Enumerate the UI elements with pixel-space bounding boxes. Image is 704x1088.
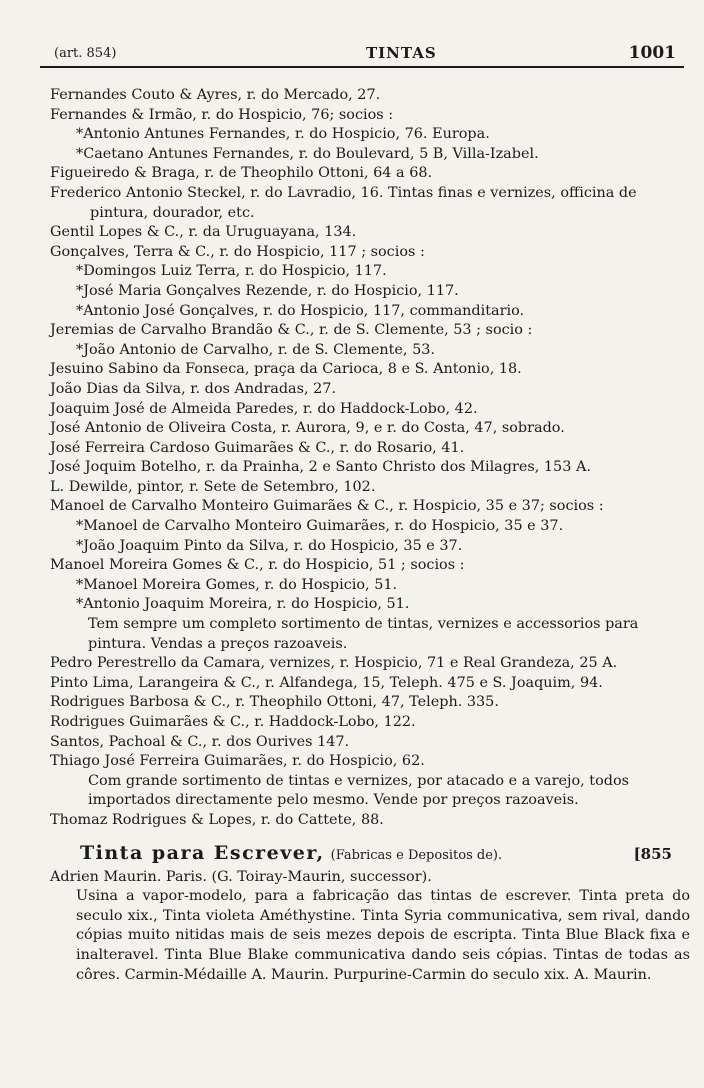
directory-entry: Joaquim José de Almeida Paredes, r. do Haddock-Lobo, 42. [50, 400, 478, 417]
directory-entry: Jesuino Sabino da Fonseca, praça da Carioca, 8 e S. Antonio, 18. [50, 361, 522, 378]
notice-text: Tem sempre um completo sortimento de tintas, vernizes e accessorios para pintura. Vendas a preços razoaveis. [88, 616, 639, 652]
socio-entry: *Caetano Antunes Fernandes, r. do Boulevard, 5 B, Villa-Izabel. [76, 145, 539, 162]
directory-entry: Rodrigues Guimarães & C., r. Haddock-Lobo, 122. [50, 714, 416, 730]
socio-entry: *Antonio José Gonçalves, r. do Hospicio, 117, commanditario. [76, 302, 525, 319]
page-title: TINTAS [366, 44, 437, 62]
section-title: Tinta para Escrever, [80, 841, 325, 864]
notice-text: Com grande sortimento de tintas e vernizes, por atacado e a varejo, todos importados directamente pelo mesmo. Vende por preços razoaveis. [88, 772, 629, 809]
directory-entry: José Joquim Botelho, r. da Prainha, 2 e Santo Christo dos Milagres, 153 A. [50, 459, 591, 476]
adrien-heading: Adrien Maurin. Paris. (G. Toiray-Maurin, successor). [50, 868, 432, 885]
directory-entry: Pinto Lima, Larangeira & C., r. Alfandega, 15, Teleph. 475 e S. Joaquim, 94. [50, 674, 603, 691]
directory-entry: Santos, Pachoal & C., r. dos Ourives 147. [50, 733, 350, 750]
socio-entry: *Domingos Luiz Terra, r. do Hospicio, 117. [76, 263, 387, 280]
directory-entry: José Ferreira Cardoso Guimarães & C., r. do Rosario, 41. [50, 439, 465, 456]
directory-entry: Fernandes & Irmão, r. do Hospicio, 76; socios : [50, 106, 394, 123]
page-header [40, 40, 684, 68]
directory-entry: Thiago José Ferreira Guimarães, r. do Hospicio, 62. [50, 753, 425, 770]
directory-entry: Manoel de Carvalho Monteiro Guimarães & C., r. Hospicio, 35 e 37; socios : [50, 498, 604, 515]
adrien-description: Usina a vapor-modelo, para a fabricação das tintas de escrever. Tinta preta do seculo xix., Tinta violeta Améthystine. Tinta Syria communicativa, sem rival, dando cópias muito nitidas mais de seis mezes depois de escripta. Tinta Blue Black fixa e inalteravel. Tinta Blue Blake communicativa dando seis cópias. Tintas de todas as côres. Carmin-Médaille A. Maurin. Purpurine-Carmin do seculo xix. A. Maurin. [76, 888, 690, 983]
directory-entry: José Antonio de Oliveira Costa, r. Aurora, 9, e r. do Costa, 47, sobrado. [50, 420, 565, 437]
directory-entry: Frederico Antonio Steckel, r. do Lavradio, 16. Tintas finas e vernizes, officina de pintura, dourador, etc. [50, 184, 637, 221]
directory-entry: Manoel Moreira Gomes & C., r. do Hospicio, 51 ; socios : [50, 557, 465, 574]
socio-entry: *Antonio Antunes Fernandes, r. do Hospicio, 76. Europa. [76, 126, 490, 143]
directory-entries [50, 86, 690, 831]
directory-entry: João Dias da Silva, r. dos Andradas, 27. [50, 380, 337, 397]
page-body [50, 86, 690, 985]
socio-entry: *João Antonio de Carvalho, r. de S. Clemente, 53. [76, 341, 435, 358]
directory-entry: Thomaz Rodrigues & Lopes, r. do Cattete, 88. [50, 811, 384, 828]
socio-entry: *Manoel de Carvalho Monteiro Guimarães, r. do Hospicio, 35 e 37. [76, 518, 564, 535]
socio-entry: *Antonio Joaquim Moreira, r. do Hospicio, 51. [76, 596, 410, 613]
directory-entry: Rodrigues Barbosa & C., r. Theophilo Ottoni, 47, Teleph. 335. [50, 694, 499, 711]
page-number: 1001 [628, 43, 676, 63]
directory-entry: Gonçalves, Terra & C., r. do Hospicio, 117 ; socios : [50, 243, 425, 260]
socio-entry: *José Maria Gonçalves Rezende, r. do Hospicio, 117. [76, 282, 459, 299]
section-number: [855 [633, 844, 672, 863]
directory-entry: Gentil Lopes & C., r. da Uruguayana, 134. [50, 224, 357, 241]
directory-entry: Figueiredo & Braga, r. de Theophilo Ottoni, 64 a 68. [50, 165, 433, 182]
socio-entry: *Manoel Moreira Gomes, r. do Hospicio, 51. [76, 576, 398, 593]
article-reference: (art. 854) [54, 46, 117, 61]
directory-entry: Fernandes Couto & Ayres, r. do Mercado, 27. [50, 87, 381, 103]
section-subtitle: (Fabricas e Depositos de). [330, 847, 503, 863]
directory-entry: L. Dewilde, pintor, r. Sete de Setembro, 102. [50, 478, 376, 495]
directory-entry: Pedro Perestrello da Camara, vernizes, r. Hospicio, 71 e Real Grandeza, 25 A. [50, 655, 618, 672]
directory-entry: Jeremias de Carvalho Brandão & C., r. de S. Clemente, 53 ; socio : [50, 322, 533, 339]
section-heading [50, 843, 690, 866]
socio-entry: *João Joaquim Pinto da Silva, r. do Hospicio, 35 e 37. [76, 537, 463, 554]
